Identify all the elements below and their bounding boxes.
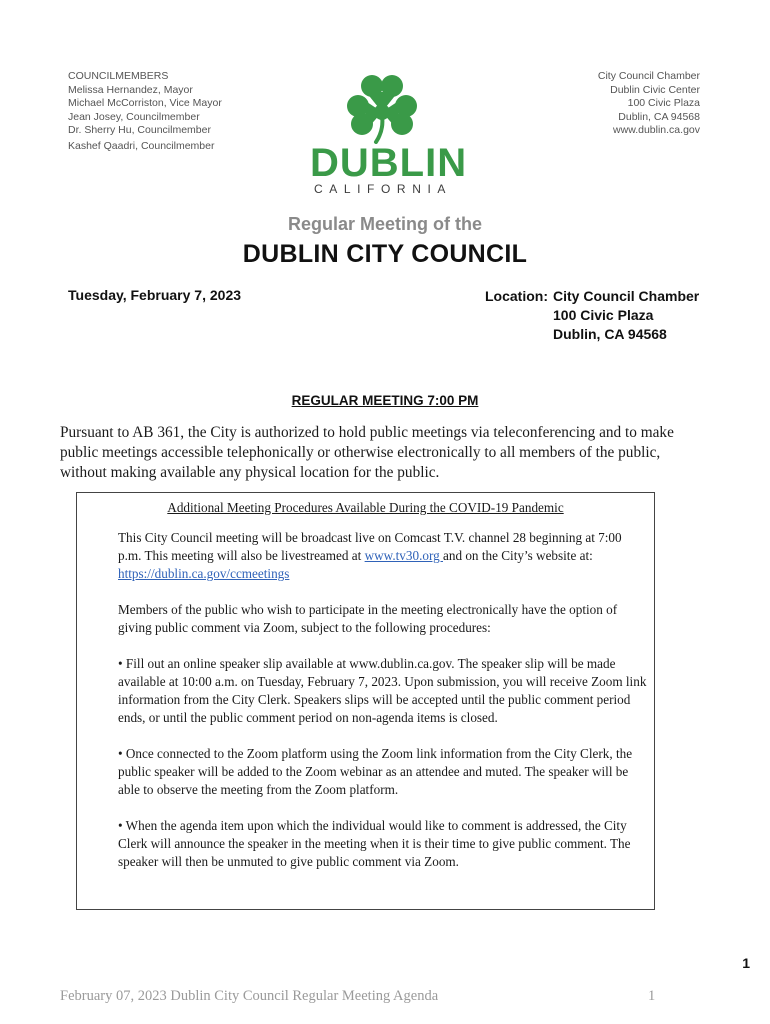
- footer-agenda-title: February 07, 2023 Dublin City Council Regular Meeting Agenda: [60, 988, 439, 1004]
- chamber-address: [598, 70, 700, 138]
- meeting-title: DUBLIN CITY COUNCIL: [242, 240, 528, 268]
- meeting-subtitle: Regular Meeting of the: [287, 214, 482, 234]
- broadcast-text-2: and on the City’s website at:: [443, 548, 593, 563]
- procedure-bullet-comment: • When the agenda item upon which the individual would like to comment is addressed, the City Clerk will announce the speaker in the meeting when it is their time to give public comment. The speaker will then be unmuted to give public comment via Zoom.: [118, 818, 631, 869]
- corner-page-number: 1: [742, 955, 750, 971]
- broadcast-paragraph: [118, 529, 648, 583]
- councilmembers-title: COUNCILMEMBERS: [68, 70, 169, 82]
- ccmeetings-link[interactable]: https://dublin.ca.gov/ccmeetings: [118, 566, 290, 581]
- meeting-date: Tuesday, February 7, 2023: [68, 287, 242, 303]
- councilmember-josey: Jean Josey, Councilmember: [68, 110, 200, 123]
- ab361-paragraph: Pursuant to AB 361, the City is authorized to hold public meetings via teleconferencing and to make public meetings accessible telephonically or otherwise electronically to all members of the public, without making available any physical location for the public.: [60, 424, 674, 481]
- address-line-website: www.dublin.ca.gov: [613, 124, 700, 136]
- councilmember-hu: Dr. Sherry Hu, Councilmember: [68, 124, 211, 136]
- covid-procedures-body: [118, 529, 648, 889]
- location-line-street: 100 Civic Plaza: [553, 307, 654, 323]
- location-line-chamber: City Council Chamber: [553, 288, 700, 304]
- logo-wordmark: DUBLIN: [310, 141, 468, 185]
- councilmember-vice-mayor: Michael McCorriston, Vice Mayor: [68, 97, 222, 109]
- councilmember-mayor: Melissa Hernandez, Mayor: [68, 83, 193, 96]
- address-line-chamber: City Council Chamber: [597, 70, 700, 82]
- councilmember-qaadri: Kashef Qaadri, Councilmember: [68, 139, 215, 152]
- procedure-bullet-speaker-slip: • Fill out an online speaker slip available at www.dublin.ca.gov. The speaker slip will be made available at 10:00 a.m. on Tuesday, February 7, 2023. Upon submission, you will receive Zoom link information from the City Clerk. Speakers slips will be accepted until the public comment period ends, or until the public comment period on non-agenda items is closed.: [118, 656, 647, 725]
- location-line-city: Dublin, CA 94568: [553, 326, 667, 342]
- location-label: Location:: [485, 288, 548, 304]
- footer-page-number: 1: [648, 988, 656, 1004]
- dublin-logo: [310, 72, 468, 197]
- broadcast-text-1: This City Council meeting will be broadcast live on Comcast T.V. channel 28 beginning at 7:00 p.m. This meeting will also be livestreamed at: [118, 530, 622, 563]
- shamrock-icon: [310, 72, 456, 144]
- regular-meeting-heading: REGULAR MEETING 7:00 PM: [291, 393, 479, 408]
- logo-subtext: CALIFORNIA: [313, 182, 452, 196]
- meeting-location: [485, 287, 699, 344]
- councilmembers-list: [68, 70, 222, 153]
- covid-procedures-box: [76, 492, 655, 910]
- address-line-city: Dublin, CA 94568: [618, 110, 700, 123]
- tv30-link[interactable]: www.tv30.org: [364, 548, 443, 563]
- participation-paragraph: Members of the public who wish to participate in the meeting electronically have the option of giving public comment via Zoom, subject to the following procedures:: [118, 602, 618, 635]
- address-line-civic-center: Dublin Civic Center: [610, 83, 700, 96]
- covid-procedures-heading: Additional Meeting Procedures Available During the COVID-19 Pandemic: [167, 500, 564, 515]
- procedure-bullet-zoom-connect: • Once connected to the Zoom platform using the Zoom link information from the City Clerk, the public speaker will be added to the Zoom webinar as an attendee and muted. The speaker will be able to observe the meeting from the Zoom platform.: [118, 746, 633, 797]
- address-line-street: 100 Civic Plaza: [627, 97, 700, 109]
